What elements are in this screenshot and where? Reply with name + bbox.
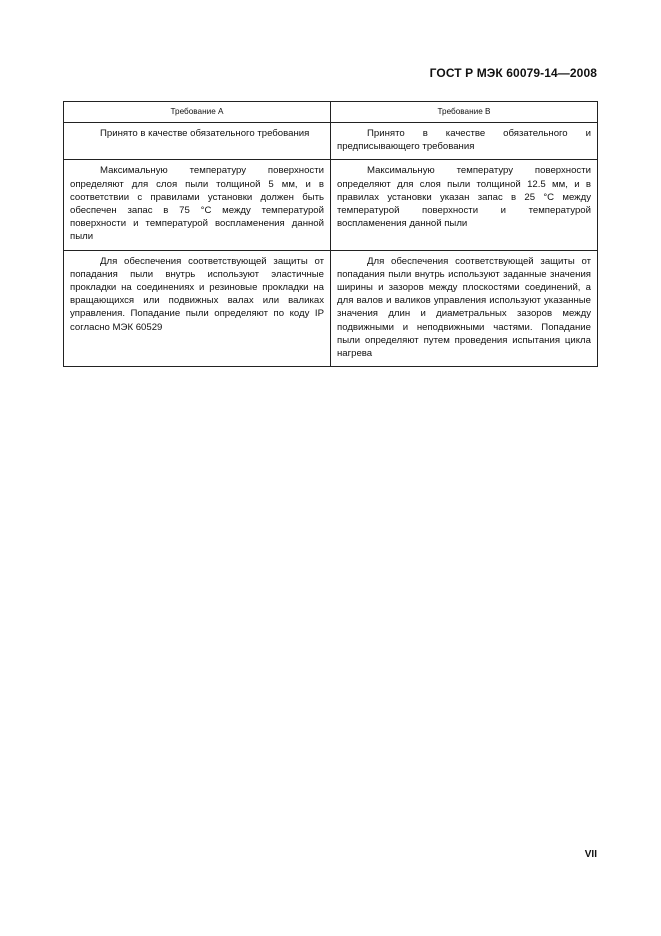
table-row xyxy=(64,250,598,367)
requirements-table xyxy=(63,101,598,367)
document-code-header: ГОСТ Р МЭК 60079-14—2008 xyxy=(429,66,597,80)
table-row xyxy=(64,160,598,250)
requirement-b-cell: Принято в качестве обязательного и предписывающего требования xyxy=(331,123,598,160)
column-header-requirement-b: Требование В xyxy=(331,102,598,123)
table-header-row xyxy=(64,102,598,123)
requirement-b-cell: Максимальную температуру поверхности определяют для слоя пыли толщиной 12.5 мм, и в правилах установки указан запас в 25 °С между температурой поверхности и температурой воспламенения данной пыли xyxy=(331,160,598,250)
column-header-requirement-a: Требование А xyxy=(64,102,331,123)
requirement-a-cell: Максимальную температуру поверхности определяют для слоя пыли толщиной 5 мм, и в соответствии с правилами установки должен быть обеспечен запас в 75 °С между температурой поверхности и температурой воспламенения данной пыли xyxy=(64,160,331,250)
page-number: VII xyxy=(584,849,597,860)
requirement-b-cell: Для обеспечения соответствующей защиты от попадания пыли внутрь используют заданные значения ширины и зазоров между плоскостями соединений, а для валов и валиков управления используют указанные значения длин и диаметральных зазоров между подвижными и неподвижными частями. Попадание пыли определяют путем проведения испытания цикла нагрева xyxy=(331,250,598,367)
table-row xyxy=(64,123,598,160)
requirement-a-cell: Для обеспечения соответствующей защиты от попадания пыли внутрь используют эластичные прокладки на соединениях и резиновые прокладки на вращающихся или подвижных валах или валиках управления. Попадание пыли определяют по коду IP согласно МЭК 60529 xyxy=(64,250,331,367)
requirement-a-cell: Принято в качестве обязательного требования xyxy=(64,123,331,160)
